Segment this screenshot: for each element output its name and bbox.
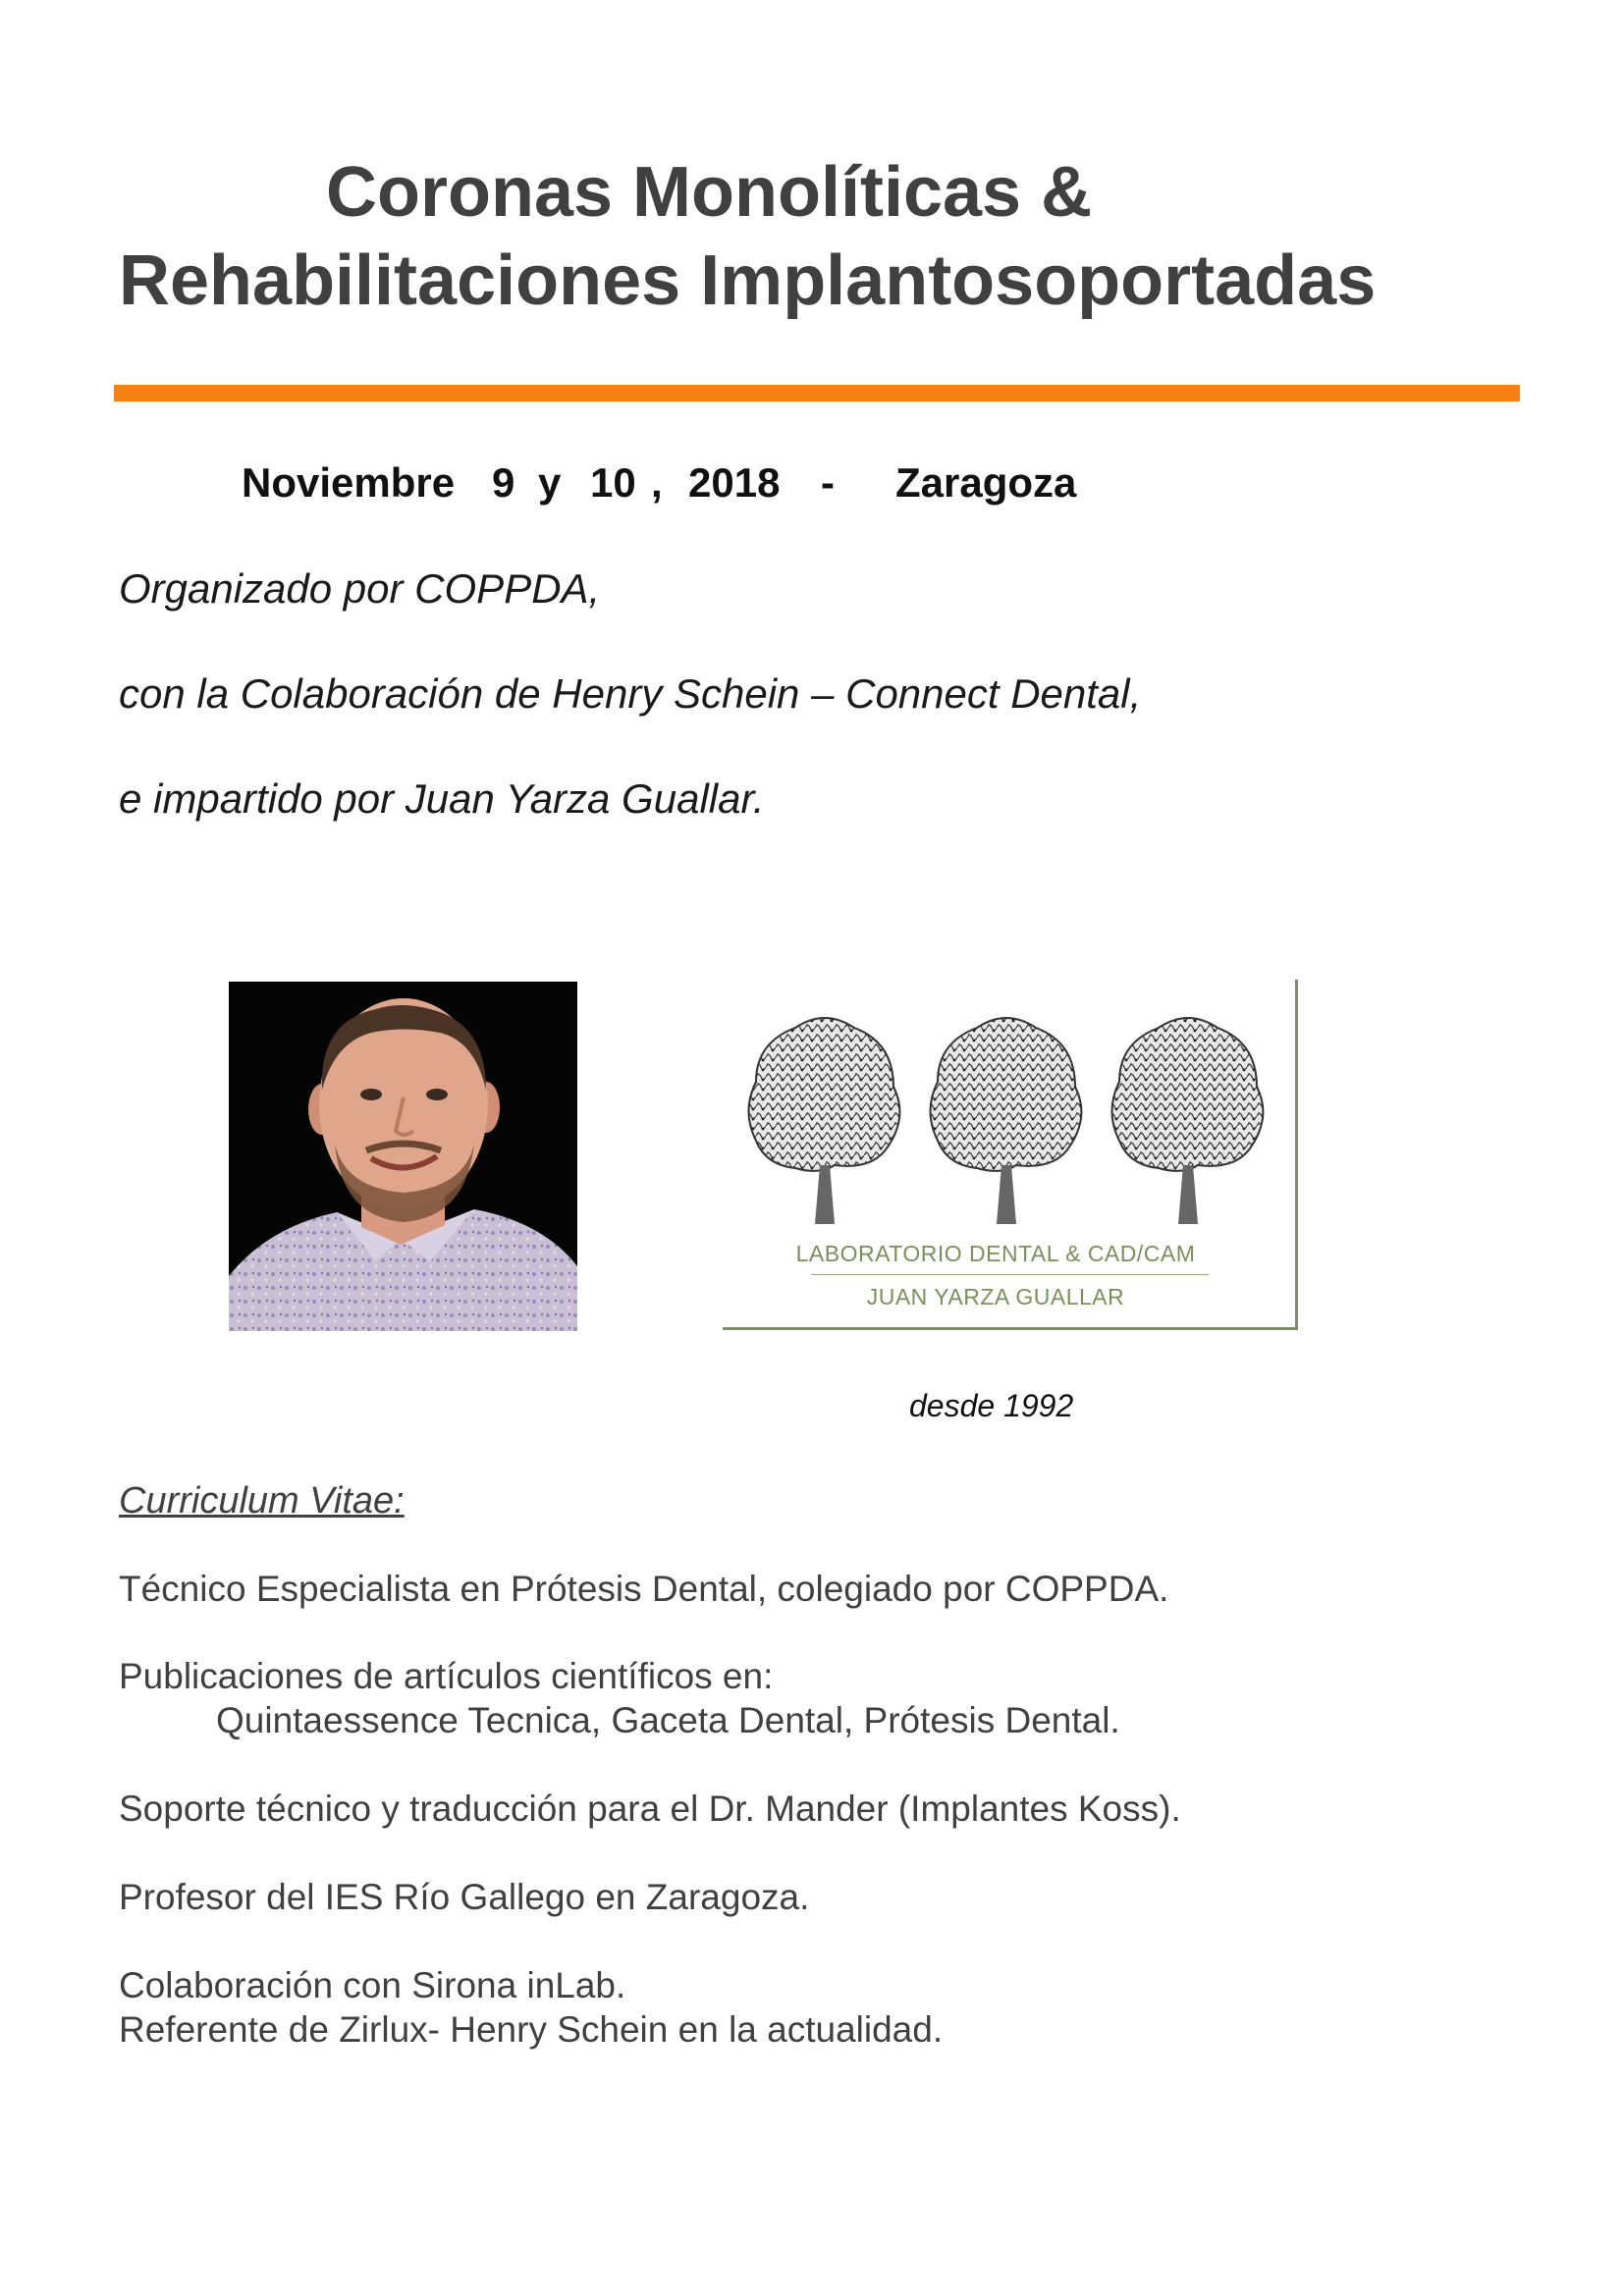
- laboratory-logo: [723, 980, 1298, 1330]
- logo-text-line-2: JUAN YARZA GUALLAR: [866, 1284, 1125, 1309]
- event-conjunction: y: [538, 459, 562, 506]
- tree-3: [1112, 1018, 1264, 1224]
- cv-item-4: Profesor del IES Río Gallego en Zaragoza.: [119, 1877, 810, 1917]
- cv-item-6: Referente de Zirlux- Henry Schein en la actualidad.: [119, 2009, 944, 2050]
- cv-item-1: Técnico Especialista en Prótesis Dental, colegiado por COPPDA.: [119, 1569, 1169, 1609]
- event-dash: -: [821, 459, 835, 506]
- title-line-2: Rehabilitaciones Implantosoportadas: [119, 241, 1377, 320]
- collaboration-line: con la Colaboración de Henry Schein – Connect Dental,: [119, 670, 1142, 717]
- cv-item-5: Colaboración con Sirona inLab.: [119, 1965, 626, 2005]
- event-day-1: 9: [492, 459, 515, 506]
- orange-divider: [114, 385, 1520, 401]
- logo-separator: [811, 1274, 1209, 1275]
- portrait-illustration: [229, 982, 577, 1331]
- tree-1: [749, 1018, 900, 1224]
- cv-item-3: Soporte técnico y traducción para el Dr. Mander (Implantes Koss).: [119, 1789, 1181, 1829]
- tree-2: [931, 1018, 1082, 1224]
- since-caption: desde 1992: [909, 1388, 1074, 1423]
- cv-item-2: Publicaciones de artículos científicos en:: [119, 1656, 774, 1696]
- instructor-line: e impartido por Juan Yarza Guallar.: [119, 775, 765, 822]
- instructor-portrait: [229, 982, 577, 1331]
- logo-text-line-1: LABORATORIO DENTAL & CAD/CAM: [795, 1241, 1196, 1266]
- cv-heading: Curriculum Vitae:: [119, 1480, 405, 1522]
- event-city: Zaragoza: [895, 459, 1077, 506]
- organizer-line: Organizado por COPPDA,: [119, 565, 601, 612]
- cv-item-2-detail: Quintaessence Tecnica, Gaceta Dental, Prótesis Dental.: [216, 1700, 1120, 1740]
- title-line-1: Coronas Monolíticas &: [326, 153, 1093, 232]
- three-trees-icon: [736, 1003, 1282, 1229]
- event-year: 2018: [688, 459, 781, 506]
- event-month: Noviembre: [242, 459, 456, 506]
- event-comma: ,: [651, 459, 663, 506]
- event-day-2: 10: [590, 459, 636, 506]
